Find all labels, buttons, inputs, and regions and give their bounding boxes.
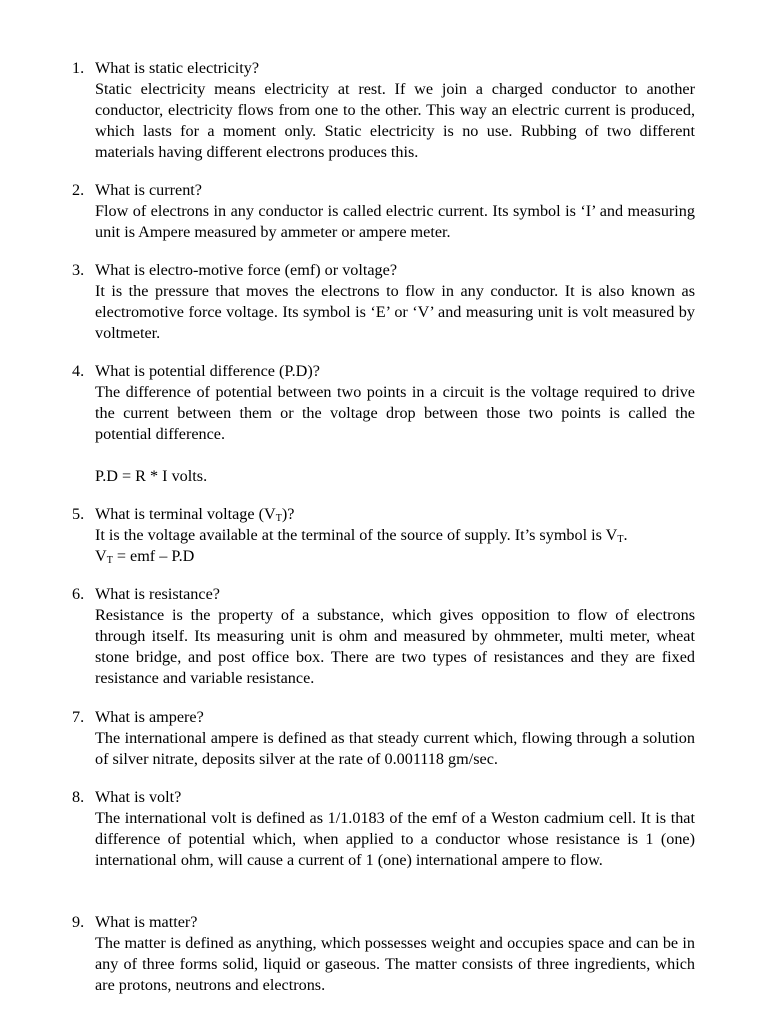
answer-text	[95, 201, 695, 243]
subscript: T	[617, 534, 624, 545]
answer-text	[95, 525, 695, 567]
question-text: What is potential difference (P.D)?	[95, 362, 320, 380]
formula: P.D = R * I volts.	[95, 467, 208, 485]
answer-paragraph: The international ampere is defined as that steady current which, flowing through a solution of silver nitrate, deposits silver at the rate of 0.001118 gm/sec.	[95, 729, 695, 768]
answer-text	[95, 933, 695, 996]
subscript: T	[275, 513, 282, 524]
item-number: 2.	[72, 181, 85, 199]
question-prefix: What is terminal voltage (V	[95, 505, 276, 523]
item-number: 4.	[72, 362, 85, 380]
question-text: What is matter?	[95, 913, 198, 931]
answer-paragraph	[95, 525, 695, 546]
answer-prefix: It is the voltage available at the terminal of the source of supply. It’s symbol is V	[95, 526, 618, 544]
item-number: 5.	[72, 505, 85, 523]
answer-text	[95, 808, 695, 871]
item-number: 6.	[72, 585, 85, 603]
answer-text	[95, 281, 695, 344]
answer-paragraph: Resistance is the property of a substance, which gives opposition to flow of electrons through itself. Its measuring unit is ohm and measured by ohmmeter, multi meter, wheat stone bridge, and post office box. There are two types of resistances and they are fixed resistance and variable resistance.	[95, 606, 695, 687]
answer-paragraph: The difference of potential between two points in a circuit is the voltage required to drive the current between them or the voltage drop between those two points is called the potential difference.	[95, 383, 695, 443]
item-number: 9.	[72, 913, 85, 931]
formula	[95, 546, 695, 567]
answer-paragraph: Static electricity means electricity at rest. If we join a charged conductor to another conductor, electricity flows from one to the other. This way an electric current is produced, which lasts for a moment only. Static electricity is no use. Rubbing of two different materials having different electrons produces this.	[95, 80, 695, 161]
answer-suffix: .	[623, 526, 628, 544]
answer-text	[95, 728, 695, 770]
item-number: 3.	[72, 261, 85, 279]
answer-text	[95, 79, 695, 163]
answer-paragraph: The matter is defined as anything, which possesses weight and occupies space and can be in any of three forms solid, liquid or gaseous. The matter consists of three ingredients, which are protons, neutrons and electrons.	[95, 934, 695, 994]
subscript: T	[106, 555, 113, 566]
question-text: What is resistance?	[95, 585, 220, 603]
question-suffix: )?	[281, 505, 295, 523]
formula-suffix: = emf – P.D	[112, 547, 195, 565]
question-text: What is current?	[95, 181, 202, 199]
answer-paragraph: The international volt is defined as 1/1.0183 of the emf of a Weston cadmium cell. It is that difference of potential which, when applied to a conductor whose resistance is 1 (one) international ohm, will cause a current of 1 (one) international ampere to flow.	[95, 809, 695, 869]
question-text: What is electro-motive force (emf) or voltage?	[95, 261, 398, 279]
answer-paragraph: Flow of electrons in any conductor is called electric current. Its symbol is ‘I’ and measuring unit is Ampere measured by ammeter or ampere meter.	[95, 202, 695, 241]
answer-text	[95, 605, 695, 689]
answer-paragraph: It is the pressure that moves the electrons to flow in any conductor. It is also known as electromotive force voltage. Its symbol is ‘E’ or ‘V’ and measuring unit is volt measured by voltmeter.	[95, 282, 695, 342]
question-text: What is static electricity?	[95, 59, 260, 77]
item-number: 1.	[72, 59, 85, 77]
question-text	[95, 504, 294, 525]
question-text: What is ampere?	[95, 708, 204, 726]
item-number: 7.	[72, 708, 85, 726]
item-number: 8.	[72, 788, 85, 806]
answer-text	[95, 382, 695, 487]
formula-prefix: V	[95, 547, 107, 565]
question-text: What is volt?	[95, 788, 182, 806]
